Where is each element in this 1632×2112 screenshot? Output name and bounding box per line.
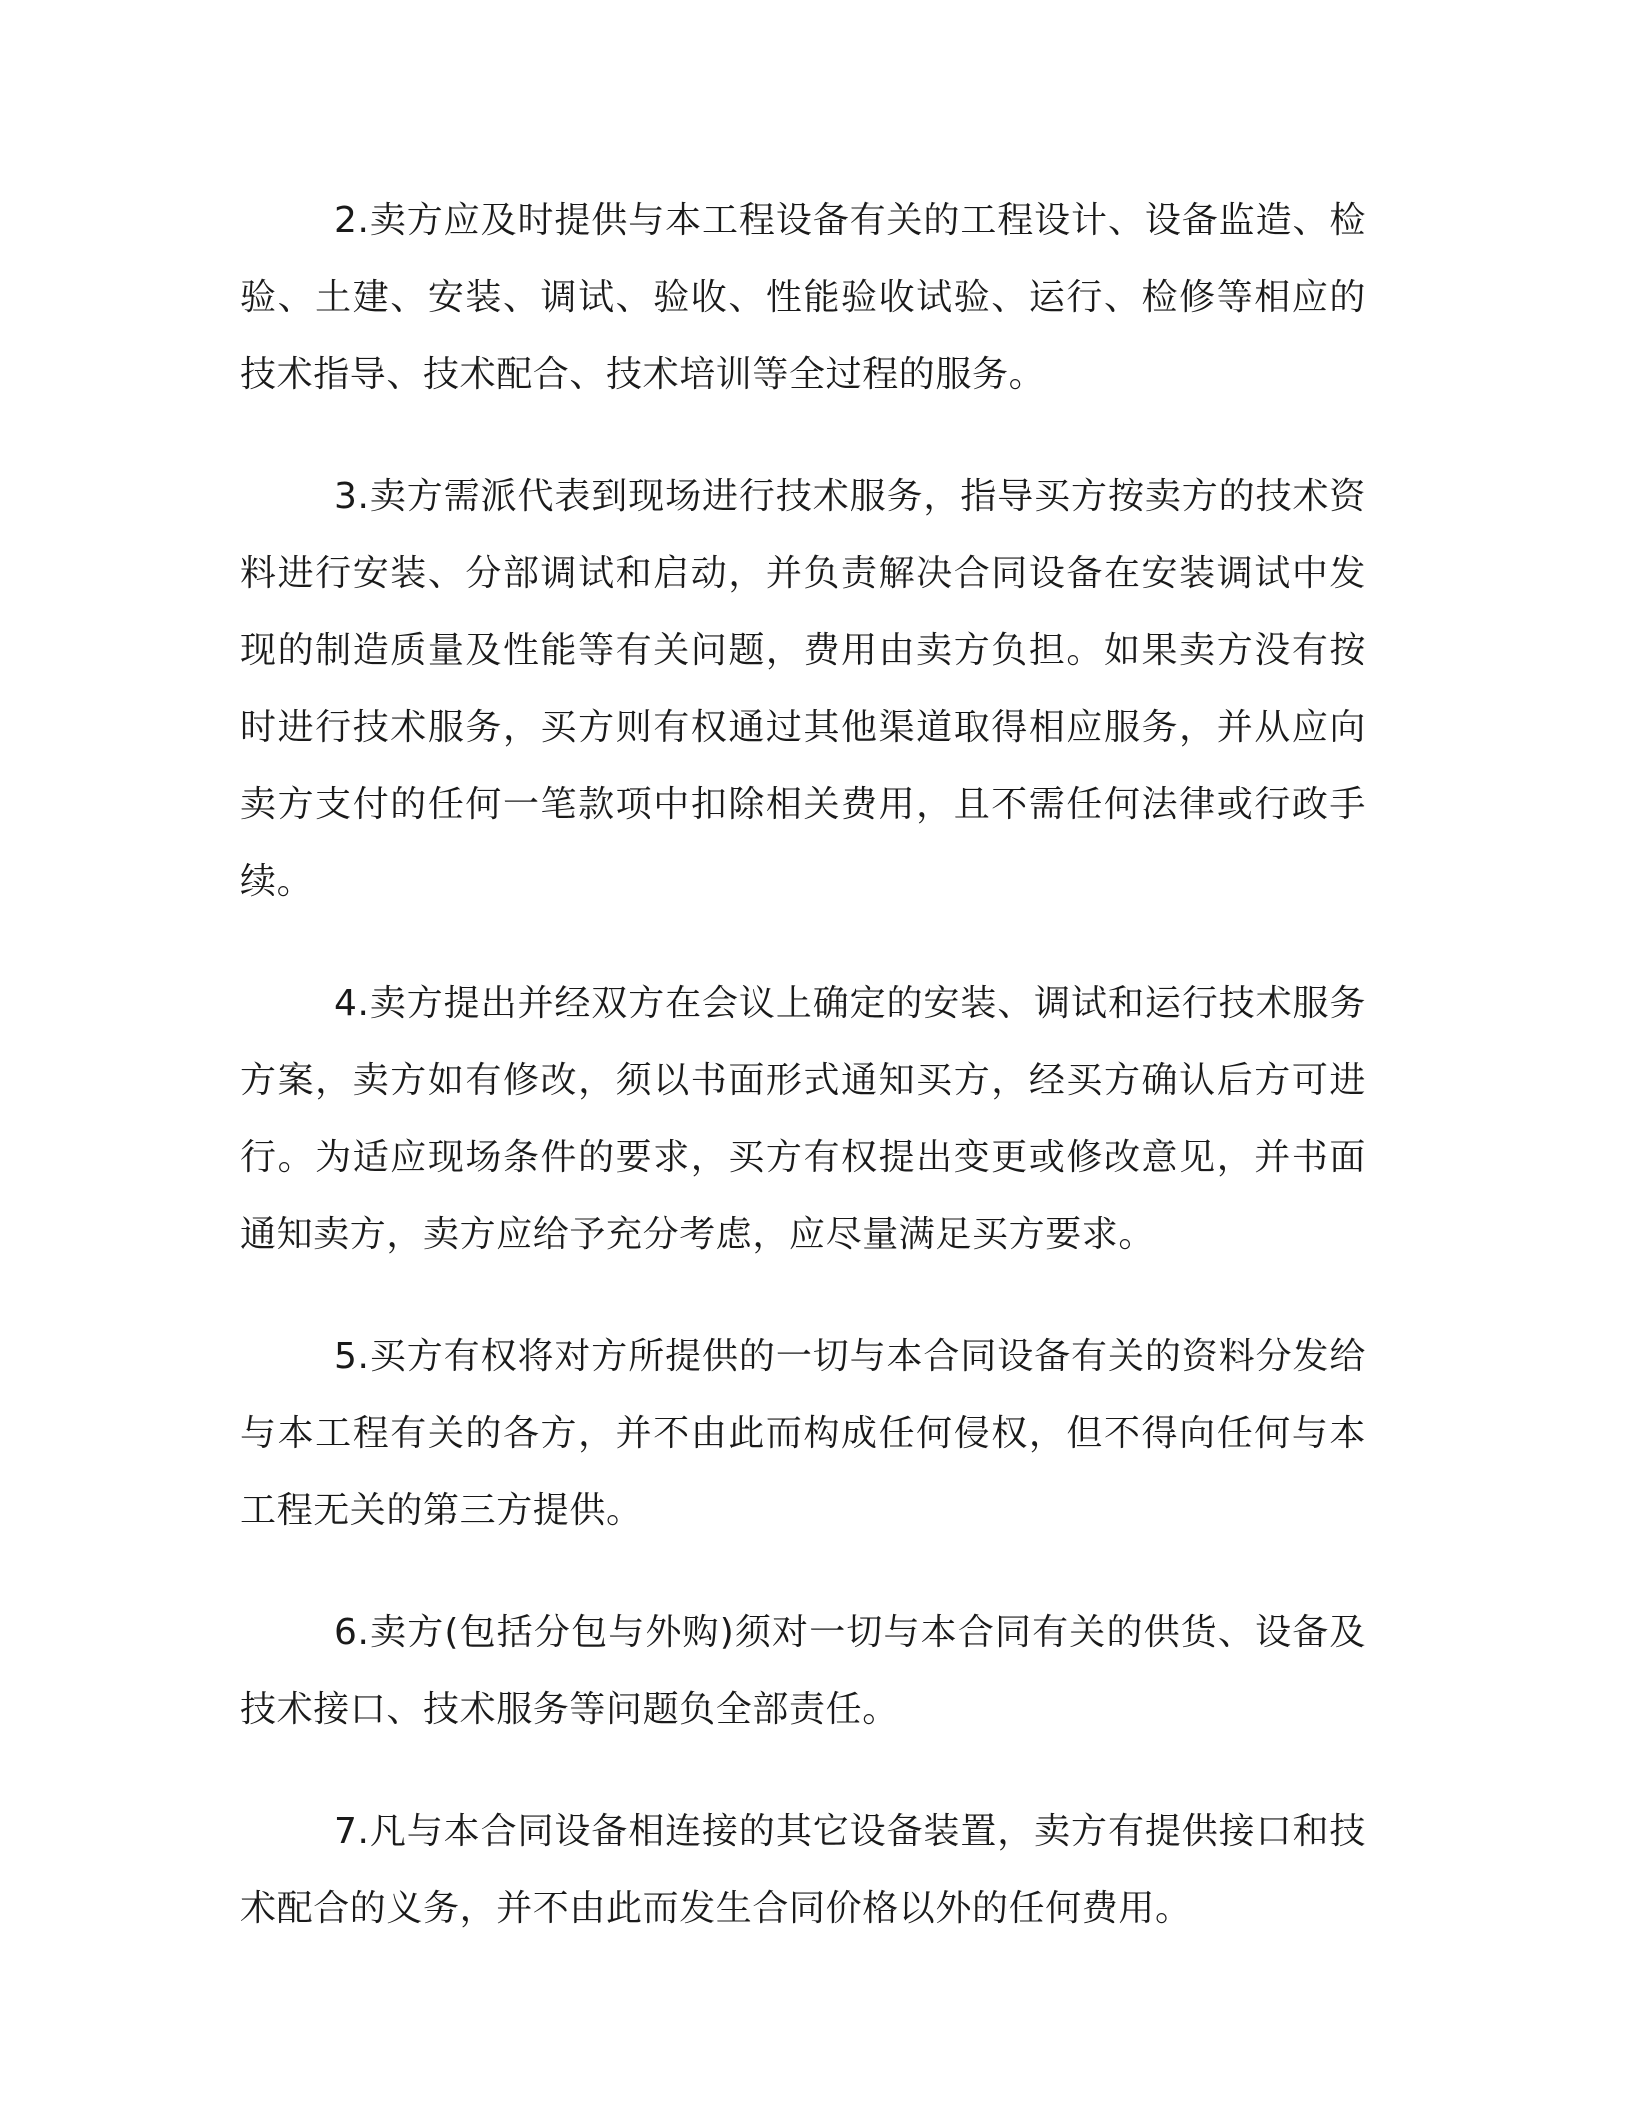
clause-2-paragraph: 2.卖方应及时提供与本工程设备有关的工程设计、设备监造、检验、土建、安装、调试、验收、性能验收试验、运行、检修等相应的技术指导、技术配合、技术培训等全过程的服务。 [240,200,1366,395]
clause-3-paragraph: 3.卖方需派代表到现场进行技术服务，指导买方按卖方的技术资料进行安装、分部调试和启动，并负责解决合同设备在安装调试中发现的制造质量及性能等有关问题，费用由卖方负担。如果卖方没有按时进行技术服务，买方则有权通过其他渠道取得相应服务，并从应向卖方支付的任何一笔款项中扣除相关费用，且不需任何法律或行政手续。 [240,476,1366,902]
document-body [240,182,1366,1992]
clause-7-paragraph: 7.凡与本合同设备相连接的其它设备装置，卖方有提供接口和技术配合的义务，并不由此而发生合同价格以外的任何费用。 [240,1811,1366,1929]
clause-4-paragraph: 4.卖方提出并经双方在会议上确定的安装、调试和运行技术服务方案，卖方如有修改，须以书面形式通知买方，经买方确认后方可进行。为适应现场条件的要求，买方有权提出变更或修改意见，并书面通知卖方，卖方应给予充分考虑，应尽量满足买方要求。 [240,983,1366,1255]
clause-5-paragraph: 5.买方有权将对方所提供的一切与本合同设备有关的资料分发给与本工程有关的各方，并不由此而构成任何侵权，但不得向任何与本工程无关的第三方提供。 [240,1336,1366,1531]
clause-6-paragraph: 6.卖方(包括分包与外购)须对一切与本合同有关的供货、设备及技术接口、技术服务等问题负全部责任。 [240,1612,1366,1730]
